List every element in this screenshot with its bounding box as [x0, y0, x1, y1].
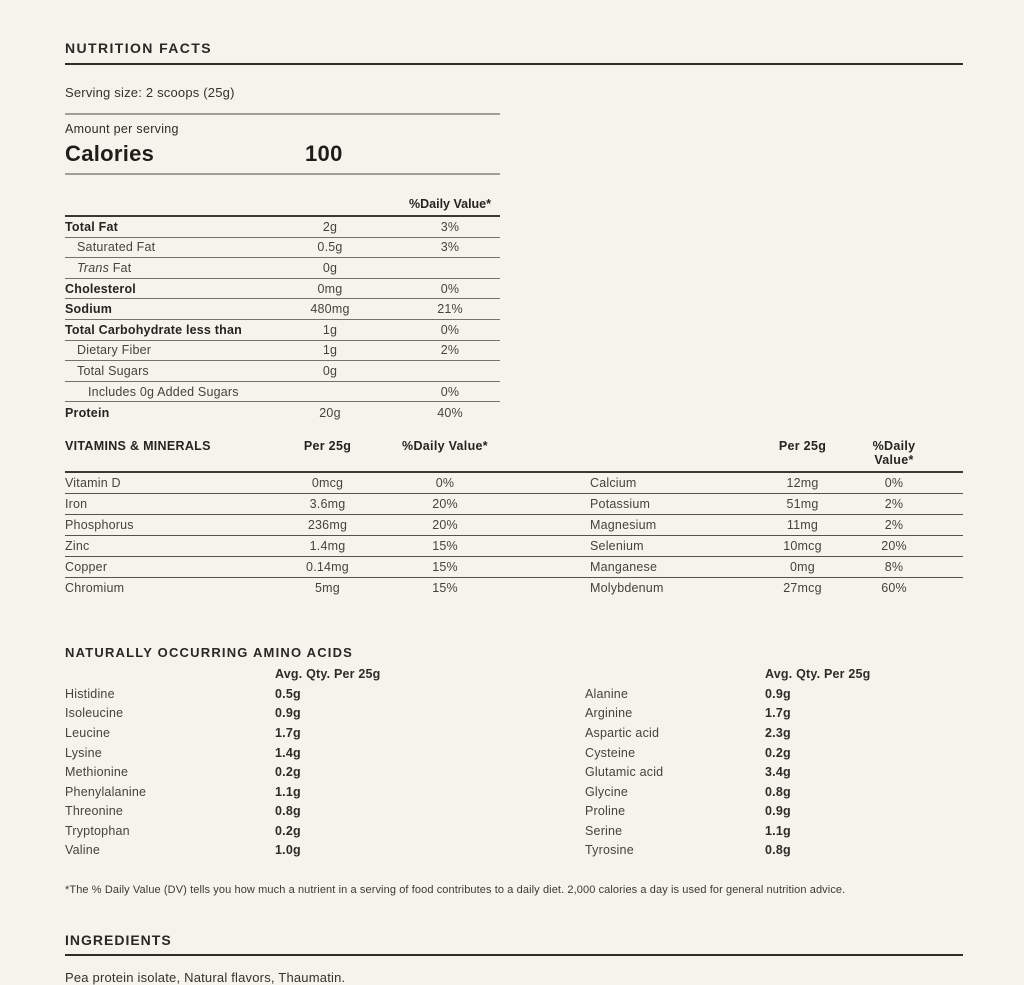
row-label: Protein — [65, 405, 110, 420]
vitamin-amount-right: 27mcg — [783, 581, 822, 596]
row-label — [65, 261, 260, 275]
row-dv: 0% — [440, 281, 460, 296]
table-row — [65, 402, 500, 423]
vitamin-amount-right: 11mg — [786, 517, 819, 532]
row-amount: 20g — [319, 405, 341, 420]
amino-row — [65, 723, 963, 743]
amino-name-right: Aspartic acid — [585, 725, 660, 740]
vitamin-amount-left: 0mcg — [311, 475, 344, 490]
row-amount: 0.5g — [317, 240, 343, 255]
amino-name-left: Isoleucine — [65, 706, 124, 721]
amino-name-right: Alanine — [585, 686, 629, 701]
vitamin-dv-left: 20% — [432, 517, 458, 532]
vitamins-title: VITAMINS & MINERALS — [65, 438, 211, 453]
calories-value: 100 — [305, 141, 343, 166]
amino-row — [65, 684, 963, 704]
calories-label: Calories — [65, 141, 155, 166]
vitamin-row — [65, 494, 963, 515]
amino-name-left: Tryptophan — [65, 823, 130, 838]
amino-acids-title: NATURALLY OCCURRING AMINO ACIDS — [65, 644, 354, 660]
row-dv: 3% — [440, 240, 460, 255]
row-label: Cholesterol — [65, 281, 136, 296]
row-label-rest: Fat — [109, 260, 132, 275]
row-amount: 0mg — [317, 281, 343, 296]
vitamin-amount-left: 5mg — [315, 581, 340, 596]
vitamin-name-left: Copper — [65, 559, 108, 574]
vitamin-row — [65, 578, 963, 599]
amino-row — [65, 782, 963, 802]
row-label-italic: Trans — [77, 260, 110, 275]
row-label: Total Carbohydrate less than — [65, 322, 242, 337]
amino-name-left: Phenylalanine — [65, 784, 147, 799]
row-amount: 0g — [322, 260, 338, 275]
table-row — [65, 361, 500, 382]
amino-row — [65, 704, 963, 724]
amino-value-left: 1.0g — [275, 843, 301, 858]
vitamin-name-left: Phosphorus — [65, 517, 134, 532]
amino-row — [65, 841, 963, 861]
daily-value-column-header: %Daily Value* — [409, 197, 491, 211]
vitamin-name-right: Calcium — [590, 475, 637, 490]
amino-row — [65, 821, 963, 841]
amino-name-right: Tyrosine — [585, 843, 634, 858]
calories-row — [65, 141, 500, 166]
vitamin-amount-right: 10mcg — [783, 538, 822, 553]
row-amount: 2g — [322, 219, 338, 234]
vitamin-amount-right: 51mg — [786, 496, 819, 511]
per-25g-header-left: Per 25g — [303, 438, 352, 453]
row-label: Total Fat — [65, 219, 118, 234]
vitamin-row — [65, 536, 963, 557]
page-title: NUTRITION FACTS — [65, 40, 963, 65]
amino-value-left: 1.7g — [275, 725, 301, 740]
amino-value-left: 0.9g — [275, 706, 301, 721]
amino-value-right: 0.8g — [765, 843, 791, 858]
vitamin-amount-left: 1.4mg — [309, 538, 346, 553]
amino-name-left: Methionine — [65, 765, 129, 780]
vitamin-name-left: Vitamin D — [65, 475, 121, 490]
spacer — [585, 667, 765, 681]
header-section — [65, 0, 963, 65]
vitamin-dv-left: 0% — [435, 475, 455, 490]
vitamin-name-right: Molybdenum — [590, 581, 664, 596]
ingredients-title: INGREDIENTS — [65, 932, 963, 956]
vitamin-dv-left: 15% — [432, 538, 458, 553]
daily-value-header-right: %Daily Value* — [872, 438, 916, 467]
vitamin-name-right: Potassium — [590, 496, 651, 511]
amino-name-left: Leucine — [65, 725, 111, 740]
amino-name-right: Glutamic acid — [585, 765, 664, 780]
vitamin-dv-right: 2% — [884, 517, 904, 532]
amino-name-right: Arginine — [585, 706, 633, 721]
vitamin-row — [65, 473, 963, 494]
vitamin-name-left: Iron — [65, 496, 88, 511]
vitamin-dv-right: 2% — [884, 496, 904, 511]
row-label: Sodium — [65, 302, 113, 317]
nutrition-table-header — [65, 183, 500, 217]
vitamin-dv-right: 60% — [881, 581, 907, 596]
vitamin-name-right: Manganese — [590, 559, 658, 574]
table-row — [65, 341, 500, 362]
spacer — [495, 439, 590, 467]
daily-value-footnote: *The % Daily Value (DV) tells you how much a nutrient in a serving of food contributes to a daily diet. 2,000 calories a day is used for general nutrition advice. — [65, 884, 846, 897]
amino-acids-section — [65, 645, 963, 860]
vitamin-name-left: Chromium — [65, 581, 125, 596]
row-amount: 1g — [322, 322, 338, 337]
vitamin-dv-left: 15% — [432, 559, 458, 574]
amino-name-right: Proline — [585, 804, 626, 819]
amino-row — [65, 802, 963, 822]
nutrition-table — [65, 183, 500, 423]
spacer — [65, 667, 275, 681]
table-row — [65, 258, 500, 279]
row-dv: 0% — [440, 384, 460, 399]
amino-name-right: Cysteine — [585, 745, 636, 760]
serving-size-text: Serving size: 2 scoops (25g) — [65, 85, 500, 115]
row-label: Saturated Fat — [77, 240, 156, 255]
vitamin-dv-right: 8% — [884, 559, 904, 574]
vitamin-name-left: Zinc — [65, 538, 90, 553]
per-25g-header-right: Per 25g — [778, 438, 827, 453]
table-row — [65, 299, 500, 320]
vitamins-table — [65, 439, 963, 599]
vitamin-row — [65, 515, 963, 536]
ingredients-text: Pea protein isolate, Natural flavors, Thaumatin. — [65, 970, 346, 985]
amino-col-header-left: Avg. Qty. Per 25g — [275, 666, 381, 681]
row-amount: 1g — [322, 343, 338, 358]
vitamin-dv-left: 20% — [432, 496, 458, 511]
vitamin-dv-right: 20% — [881, 538, 907, 553]
amino-value-right: 1.1g — [765, 823, 791, 838]
amino-value-right: 2.3g — [765, 725, 791, 740]
nutrition-label — [65, 0, 963, 985]
amino-value-right: 0.8g — [765, 784, 791, 799]
vitamin-amount-left: 3.6mg — [309, 496, 346, 511]
amino-row — [65, 762, 963, 782]
amino-name-right: Serine — [585, 823, 623, 838]
amino-name-left: Threonine — [65, 804, 124, 819]
calories-section — [65, 115, 500, 175]
table-row — [65, 320, 500, 341]
vitamin-dv-right: 0% — [884, 475, 904, 490]
vitamins-table-header — [65, 439, 963, 473]
amino-value-right: 0.9g — [765, 804, 791, 819]
amino-acids-header — [65, 667, 963, 681]
amino-col-header-right: Avg. Qty. Per 25g — [765, 666, 871, 681]
row-label: Total Sugars — [77, 363, 149, 378]
table-row — [65, 279, 500, 300]
amino-name-right: Glycine — [585, 784, 629, 799]
vitamin-name-right: Magnesium — [590, 517, 657, 532]
amino-value-right: 0.2g — [765, 745, 791, 760]
table-row — [65, 238, 500, 259]
amino-name-left: Valine — [65, 843, 101, 858]
amino-name-left: Histidine — [65, 686, 115, 701]
amino-value-right: 3.4g — [765, 765, 791, 780]
amino-value-left: 1.1g — [275, 784, 301, 799]
vitamin-amount-left: 236mg — [307, 517, 348, 532]
amino-value-left: 1.4g — [275, 745, 301, 760]
vitamin-amount-right: 12mg — [786, 475, 819, 490]
row-dv: 0% — [440, 322, 460, 337]
vitamin-name-right: Selenium — [590, 538, 644, 553]
spacer — [590, 439, 750, 467]
daily-value-header-left: %Daily Value* — [402, 438, 488, 453]
amino-name-left: Lysine — [65, 745, 102, 760]
row-dv: 2% — [440, 343, 460, 358]
row-dv: 40% — [437, 405, 463, 420]
amino-value-left: 0.2g — [275, 823, 301, 838]
vitamin-amount-right: 0mg — [790, 559, 815, 574]
amino-value-right: 1.7g — [765, 706, 791, 721]
vitamin-dv-left: 15% — [432, 581, 458, 596]
amino-value-right: 0.9g — [765, 686, 791, 701]
ingredients-section — [65, 932, 963, 985]
amino-value-left: 0.8g — [275, 804, 301, 819]
table-row — [65, 217, 500, 238]
amino-row — [65, 743, 963, 763]
table-row — [65, 382, 500, 403]
row-amount: 0g — [322, 363, 338, 378]
vitamin-row — [65, 557, 963, 578]
row-dv: 3% — [440, 219, 460, 234]
amino-acids-rows — [65, 684, 963, 860]
row-amount: 480mg — [310, 302, 350, 317]
amino-value-left: 0.2g — [275, 765, 301, 780]
amount-per-serving-label: Amount per serving — [65, 122, 179, 136]
vitamin-amount-left: 0.14mg — [306, 559, 349, 574]
amino-value-left: 0.5g — [275, 686, 301, 701]
row-dv: 21% — [437, 302, 463, 317]
row-label: Includes 0g Added Sugars — [88, 384, 239, 399]
row-label: Dietary Fiber — [77, 343, 152, 358]
